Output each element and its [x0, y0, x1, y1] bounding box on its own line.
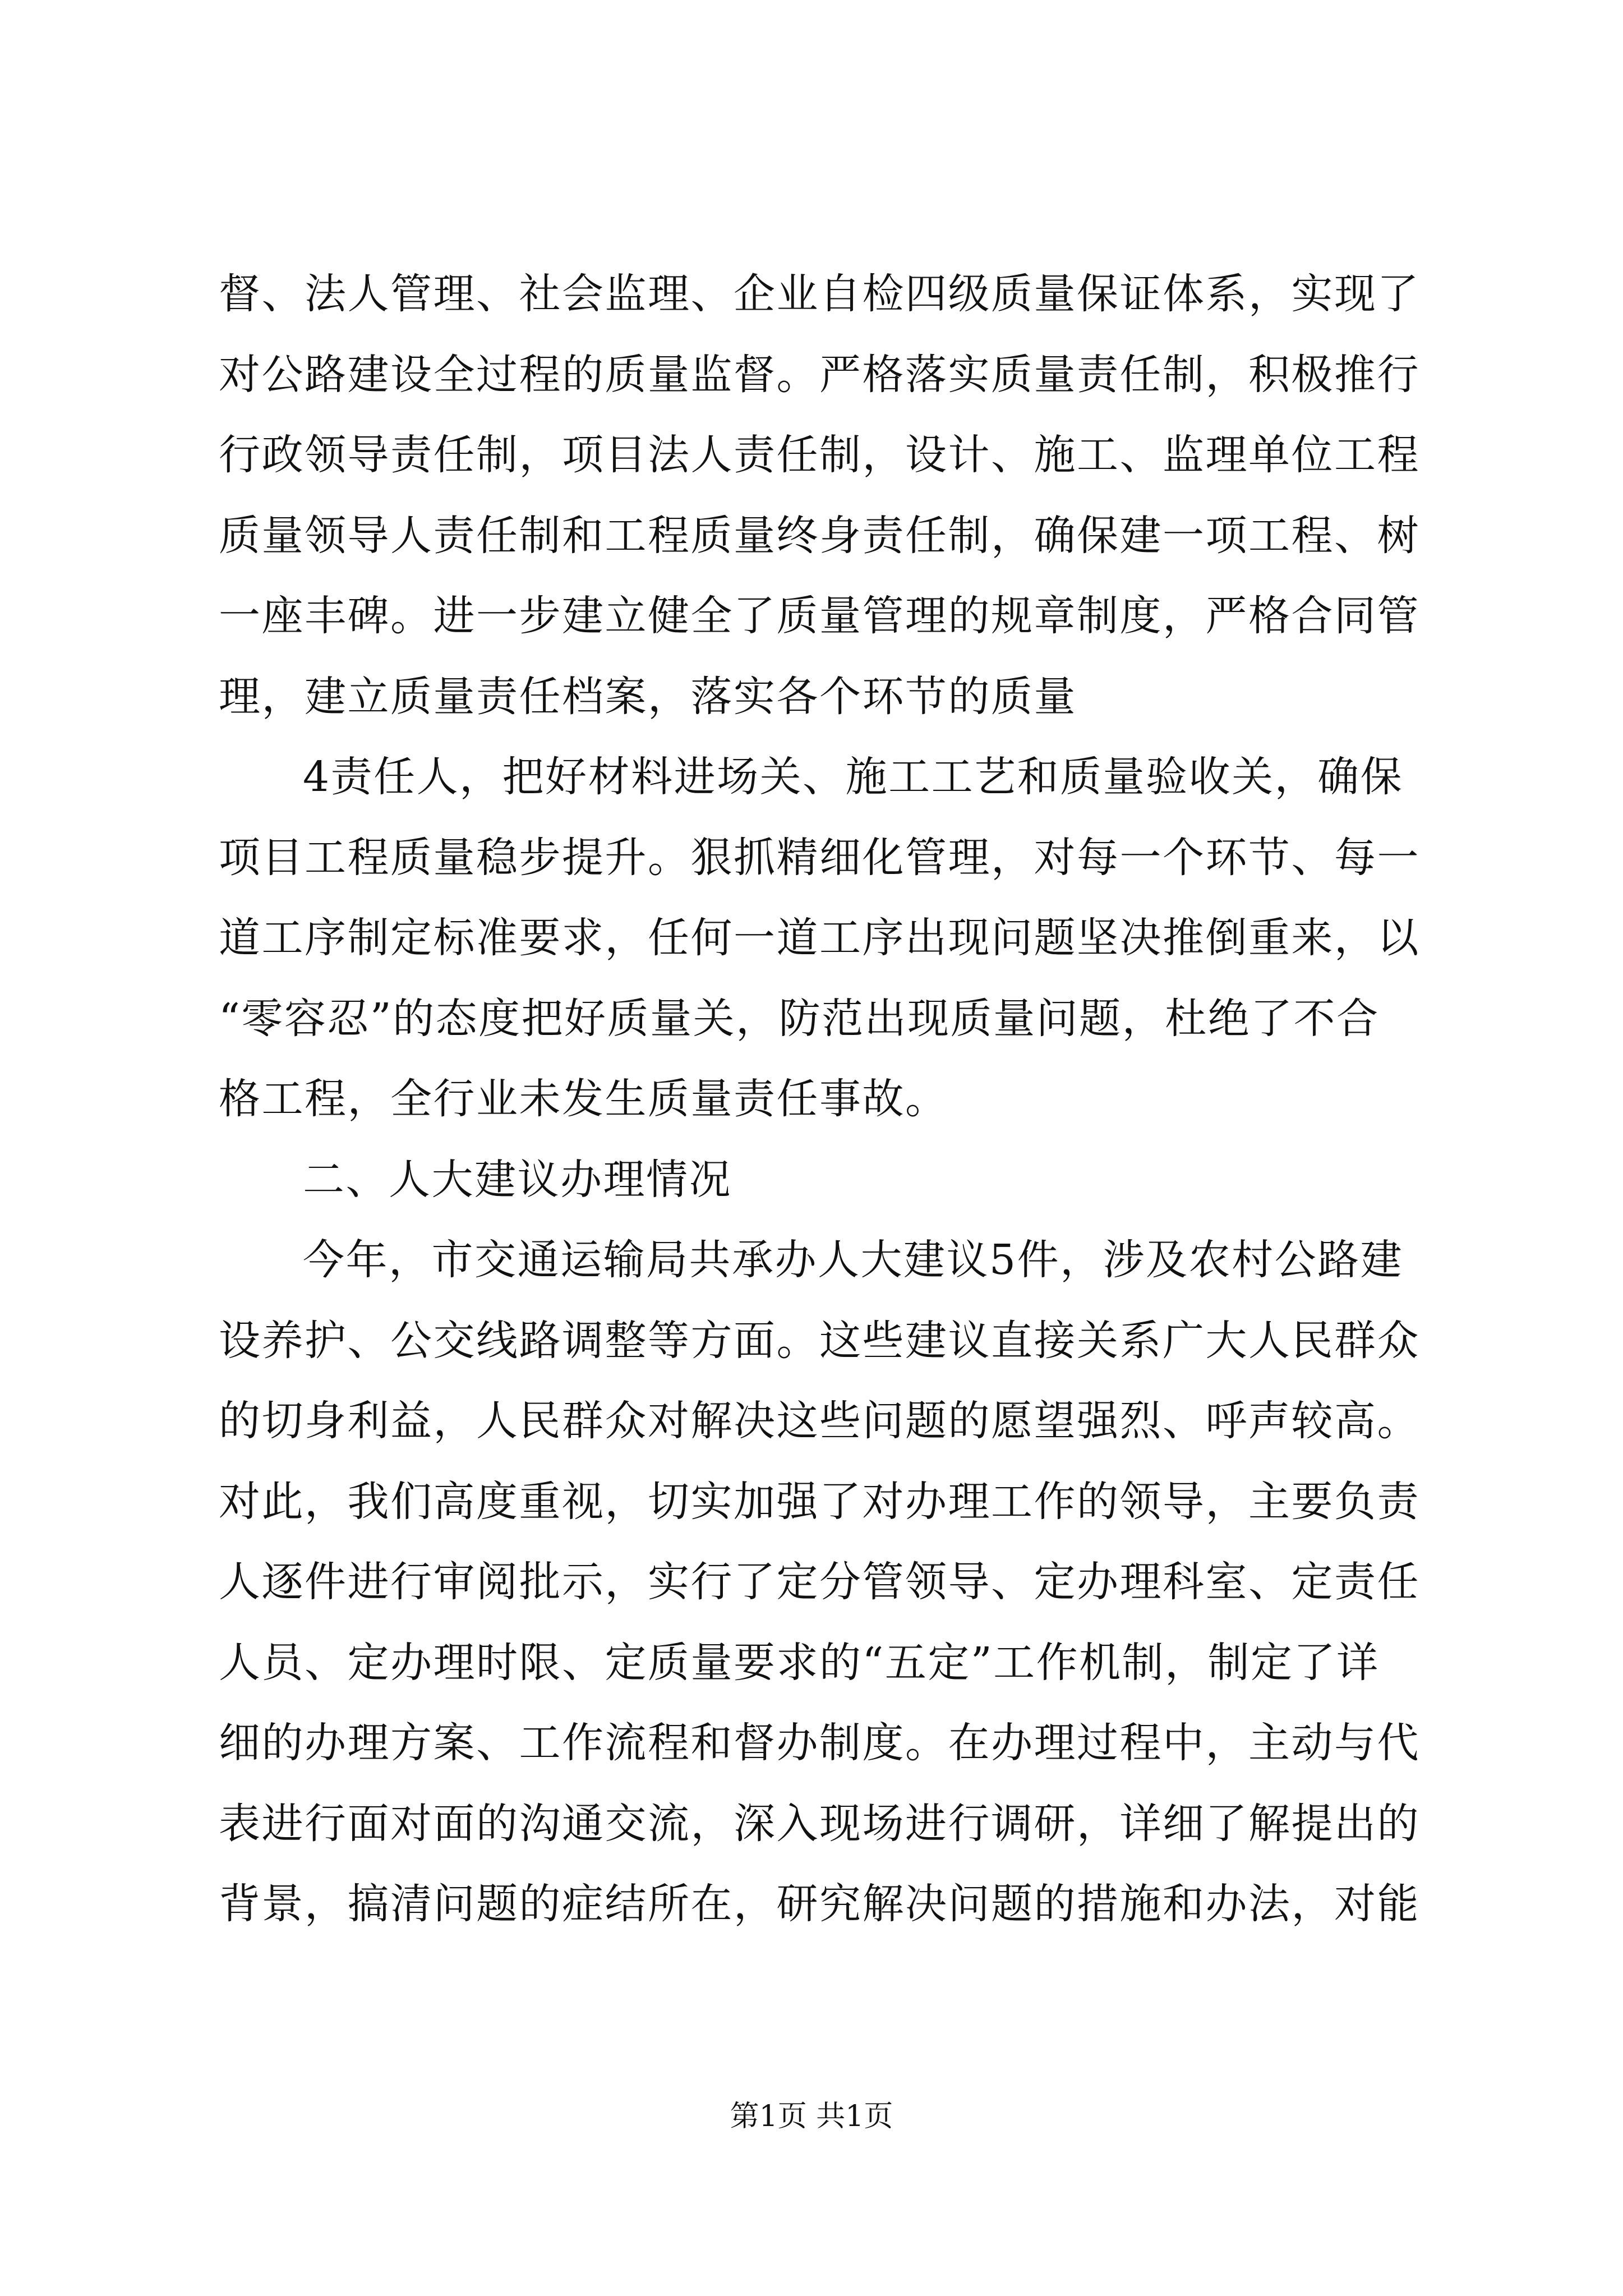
text-line: 行政领导责任制，项目法人责任制，设计、施工、监理单位工程: [219, 431, 1420, 479]
text-line: 项目工程质量稳步提升。狠抓精细化管理，对每一个环节、每一: [219, 833, 1420, 882]
text-line: 的切身利益，人民群众对解决这些问题的愿望强烈、呼声较高。: [219, 1397, 1420, 1445]
text-line: 质量领导人责任制和工程质量终身责任制，确保建一项工程、树: [219, 511, 1420, 560]
text-line: 二、人大建议办理情况: [303, 1155, 732, 1204]
document-body: [219, 254, 1424, 1945]
text-line: 道工序制定标准要求，任何一道工序出现问题坚决推倒重来，以: [219, 914, 1420, 962]
text-line: 背景，搞清问题的症结所在，研究解决问题的措施和办法，对能: [219, 1880, 1420, 1928]
text-line: 细的办理方案、工作流程和督办制度。在办理过程中，主动与代: [219, 1719, 1420, 1767]
text-line: 督、法人管理、社会监理、企业自检四级质量保证体系，实现了: [219, 270, 1420, 318]
text-line: 对公路建设全过程的质量监督。严格落实质量责任制，积极推行: [219, 350, 1420, 399]
text-line: “零容忍”的态度把好质量关，防范出现质量问题，杜绝了不合: [219, 994, 1380, 1043]
text-line: 格工程，全行业未发生质量责任事故。: [219, 1075, 948, 1123]
text-line: 4责任人，把好材料进场关、施工工艺和质量验收关，确保: [303, 753, 1404, 801]
text-line: 表进行面对面的沟通交流，深入现场进行调研，详细了解提出的: [219, 1799, 1420, 1848]
page-footer: 第1页 共1页: [730, 2100, 893, 2133]
text-line: 人员、定办理时限、定质量要求的“五定”工作机制，制定了详: [219, 1638, 1380, 1687]
text-line: 今年，市交通运输局共承办人大建议5件，涉及农村公路建: [303, 1236, 1404, 1284]
text-line: 设养护、公交线路调整等方面。这些建议直接关系广大人民群众: [219, 1316, 1420, 1365]
text-line: 人逐件进行审阅批示，实行了定分管领导、定办理科室、定责任: [219, 1558, 1420, 1606]
text-line: 理，建立质量责任档案，落实各个环节的质量: [219, 672, 1077, 721]
text-line: 对此，我们高度重视，切实加强了对办理工作的领导，主要负责: [219, 1477, 1420, 1526]
text-line: 一座丰碑。进一步建立健全了质量管理的规章制度，严格合同管: [219, 592, 1420, 640]
